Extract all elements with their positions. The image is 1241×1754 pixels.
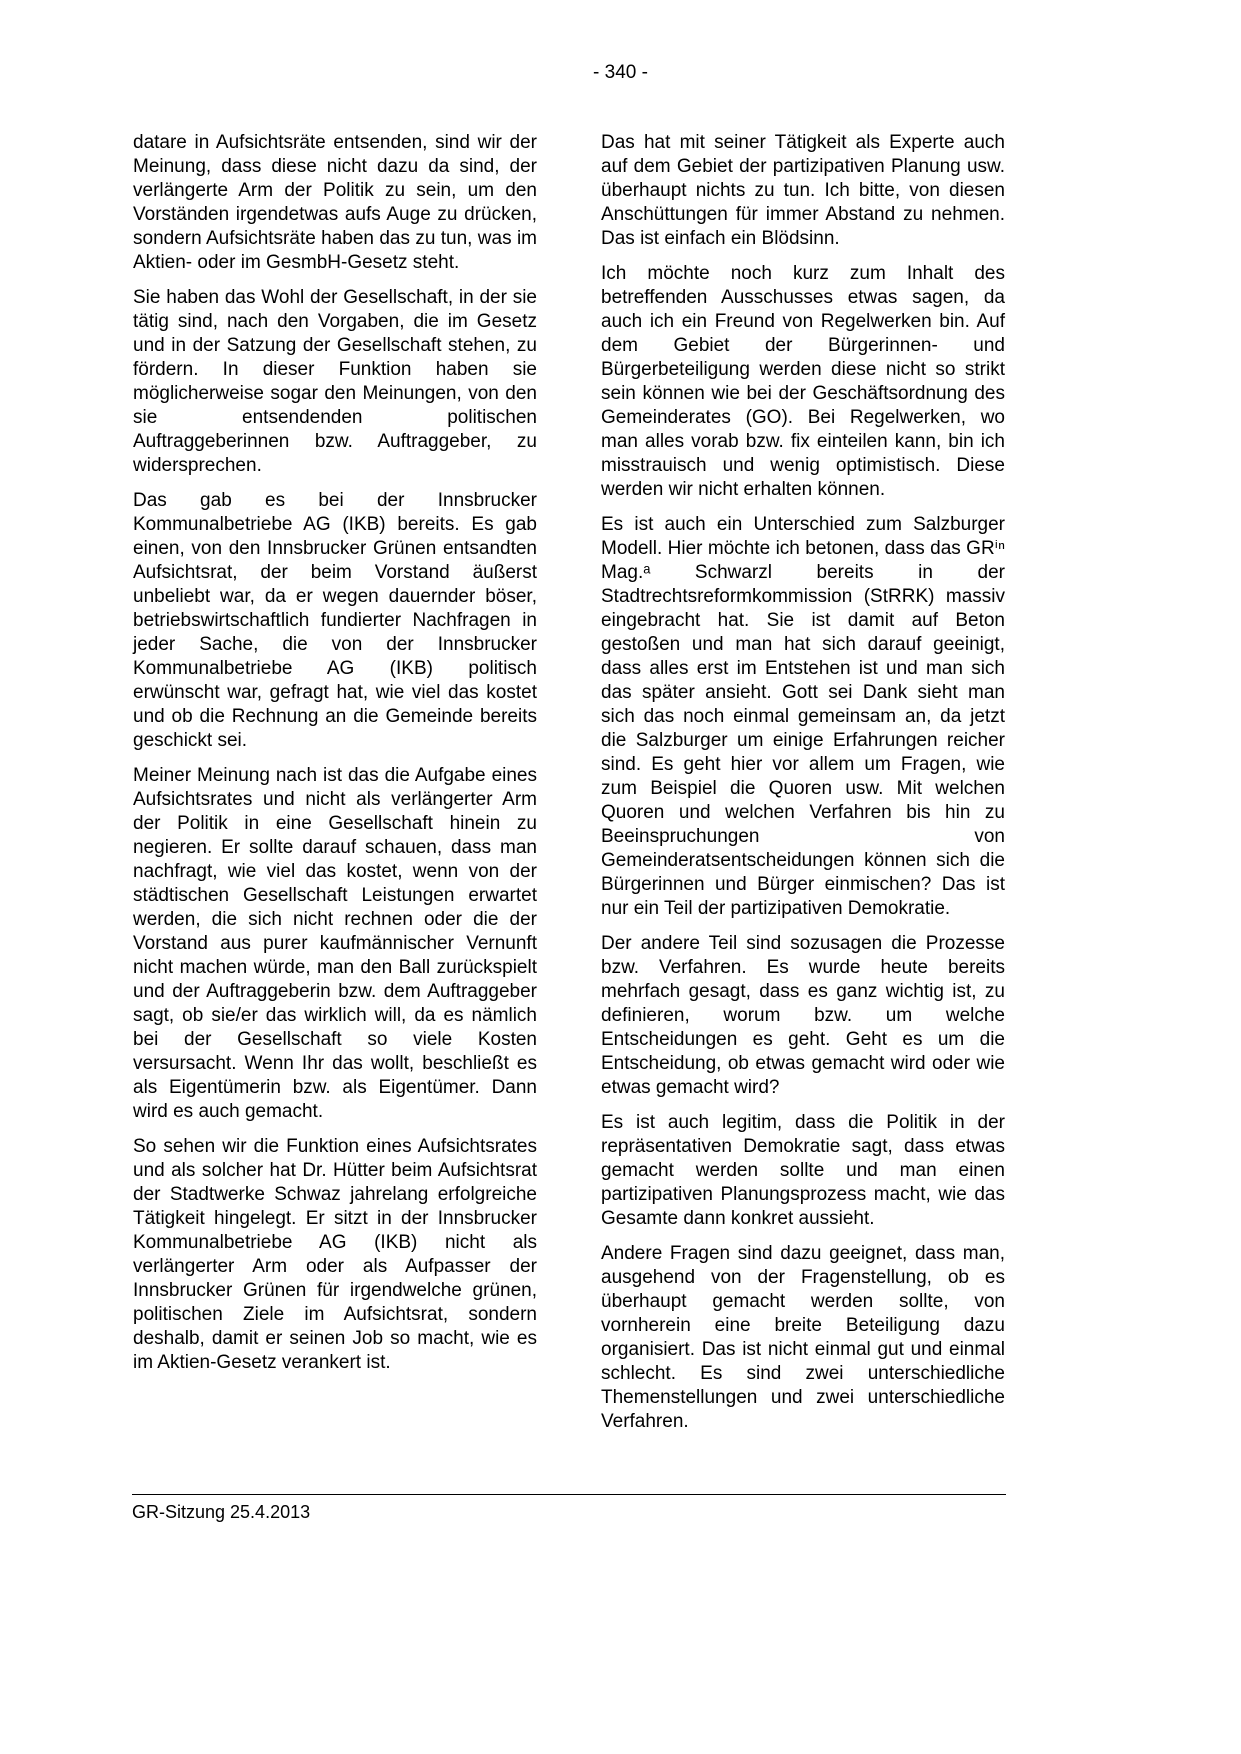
- paragraph: Es ist auch legitim, dass die Politik in der repräsentativen Demokratie sagt, dass etwas gemacht werden sollte und man einen partizipativen Planungsprozess macht, wie das Gesamte dann konkret aussieht.: [601, 1112, 1005, 1229]
- text-columns: [133, 131, 1005, 1445]
- paragraph: So sehen wir die Funktion eines Aufsichtsrates und als solcher hat Dr. Hütter beim Aufsichtsrat der Stadtwerke Schwaz jahrelang erfolgreiche Tätigkeit hingelegt. Er sitzt in der Innsbrucker Kommunalbetriebe AG (IKB) nicht als verlängerter Arm oder als Aufpasser der Innsbrucker Grünen für irgendwelche grünen, politischen Ziele im Aufsichtsrat, sondern deshalb, damit er seinen Job so macht, wie es im Aktien-Gesetz verankert ist.: [133, 1136, 537, 1373]
- paragraph: Meiner Meinung nach ist das die Aufgabe eines Aufsichtsrates und nicht als verlängerter Arm der Politik in eine Gesellschaft hinein zu negieren. Er sollte darauf schauen, dass man nachfragt, wie viel das kostet, wenn von der städtischen Gesellschaft Leistungen erwartet werden, die sich nicht rechnen oder die der Vorstand aus purer kaufmännischer Vernunft nicht machen würde, man den Ball zurückspielt und der Auftraggeberin bzw. dem Auftraggeber sagt, ob sie/er das wirklich will, da es nämlich bei der Gesellschaft so viele Kosten versursacht. Wenn Ihr das wollt, beschließt es als Eigentümerin bzw. als Eigentümer. Dann wird es auch gemacht.: [133, 765, 537, 1122]
- left-column: [133, 131, 537, 1445]
- paragraph: Der andere Teil sind sozusagen die Prozesse bzw. Verfahren. Es wurde heute bereits mehrfach gesagt, dass es ganz wichtig ist, zu definieren, worum bzw. um welche Entscheidungen es geht. Geht es um die Entscheidung, ob etwas gemacht wird oder wie etwas gemacht wird?: [601, 933, 1005, 1098]
- paragraph: Das hat mit seiner Tätigkeit als Experte auch auf dem Gebiet der partizipativen Planung usw. überhaupt nichts zu tun. Ich bitte, von diesen Anschüttungen für immer Abstand zu nehmen. Das ist einfach ein Blödsinn.: [601, 132, 1005, 249]
- paragraph: datare in Aufsichtsräte entsenden, sind wir der Meinung, dass diese nicht dazu da sind, der verlängerte Arm der Politik zu sein, um den Vorständen irgendetwas aufs Auge zu drücken, sondern Aufsichtsräte haben das zu tun, was im Aktien- oder im GesmbH-Gesetz steht.: [133, 132, 537, 273]
- page-number: - 340 -: [593, 62, 648, 83]
- page-footer: [132, 1494, 1006, 1523]
- paragraph: Sie haben das Wohl der Gesellschaft, in der sie tätig sind, nach den Vorgaben, die im Gesetz und in der Satzung der Gesellschaft stehen, zu fördern. In dieser Funktion haben sie möglicherweise sogar den Meinungen, von den sie entsendenden politischen Auftraggeberinnen bzw. Auftraggeber, zu widersprechen.: [133, 287, 537, 476]
- paragraph: Das gab es bei der Innsbrucker Kommunalbetriebe AG (IKB) bereits. Es gab einen, von den Innsbrucker Grünen entsandten Aufsichtsrat, der beim Vorstand äußerst unbeliebt war, da er wegen dauernder böser, betriebswirtschaftlich fundierter Nachfragen in jeder Sache, die von der Innsbrucker Kommunalbetriebe AG (IKB) politisch erwünscht war, gefragt hat, wie viel das kostet und ob die Rechnung an die Gemeinde bereits geschickt sei.: [133, 490, 537, 751]
- paragraph: Andere Fragen sind dazu geeignet, dass man, ausgehend von der Fragenstellung, ob es überhaupt gemacht werden sollte, von vornherein eine breite Beteiligung dazu organisiert. Das ist nicht einmal gut und einmal schlecht. Es sind zwei unterschiedliche Themenstellungen und zwei unterschiedliche Verfahren.: [601, 1243, 1005, 1432]
- footer-text: GR-Sitzung 25.4.2013: [132, 1502, 311, 1522]
- paragraph: Es ist auch ein Unterschied zum Salzburger Modell. Hier möchte ich betonen, dass das GRⁱⁿ Mag.ᵃ Schwarzl bereits in der Stadtrechtsreformkommission (StRRK) massiv eingebracht hat. Sie ist damit auf Beton gestoßen und man hat sich darauf geeinigt, dass alles erst im Entstehen ist und man sich das später ansieht. Gott sei Dank sieht man sich das noch einmal gemeinsam an, da jetzt die Salzburger um einige Erfahrungen reicher sind. Es geht hier vor allem um Fragen, wie zum Beispiel die Quoren usw. Mit welchen Quoren und welchen Verfahren bis hin zu Beeinspruchungen von Gemeinderatsentscheidungen können sich die Bürgerinnen und Bürger einmischen? Das ist nur ein Teil der partizipativen Demokratie.: [601, 514, 1005, 919]
- paragraph: Ich möchte noch kurz zum Inhalt des betreffenden Ausschusses etwas sagen, da auch ich ein Freund von Regelwerken bin. Auf dem Gebiet der Bürgerinnen- und Bürgerbeteiligung werden diese nicht so strikt sein können wie bei der Geschäftsordnung des Gemeinderates (GO). Bei Regelwerken, wo man alles vorab bzw. fix einteilen kann, bin ich misstrauisch und wenig optimistisch. Diese werden wir nicht erhalten können.: [601, 263, 1005, 500]
- right-column: [601, 131, 1005, 1445]
